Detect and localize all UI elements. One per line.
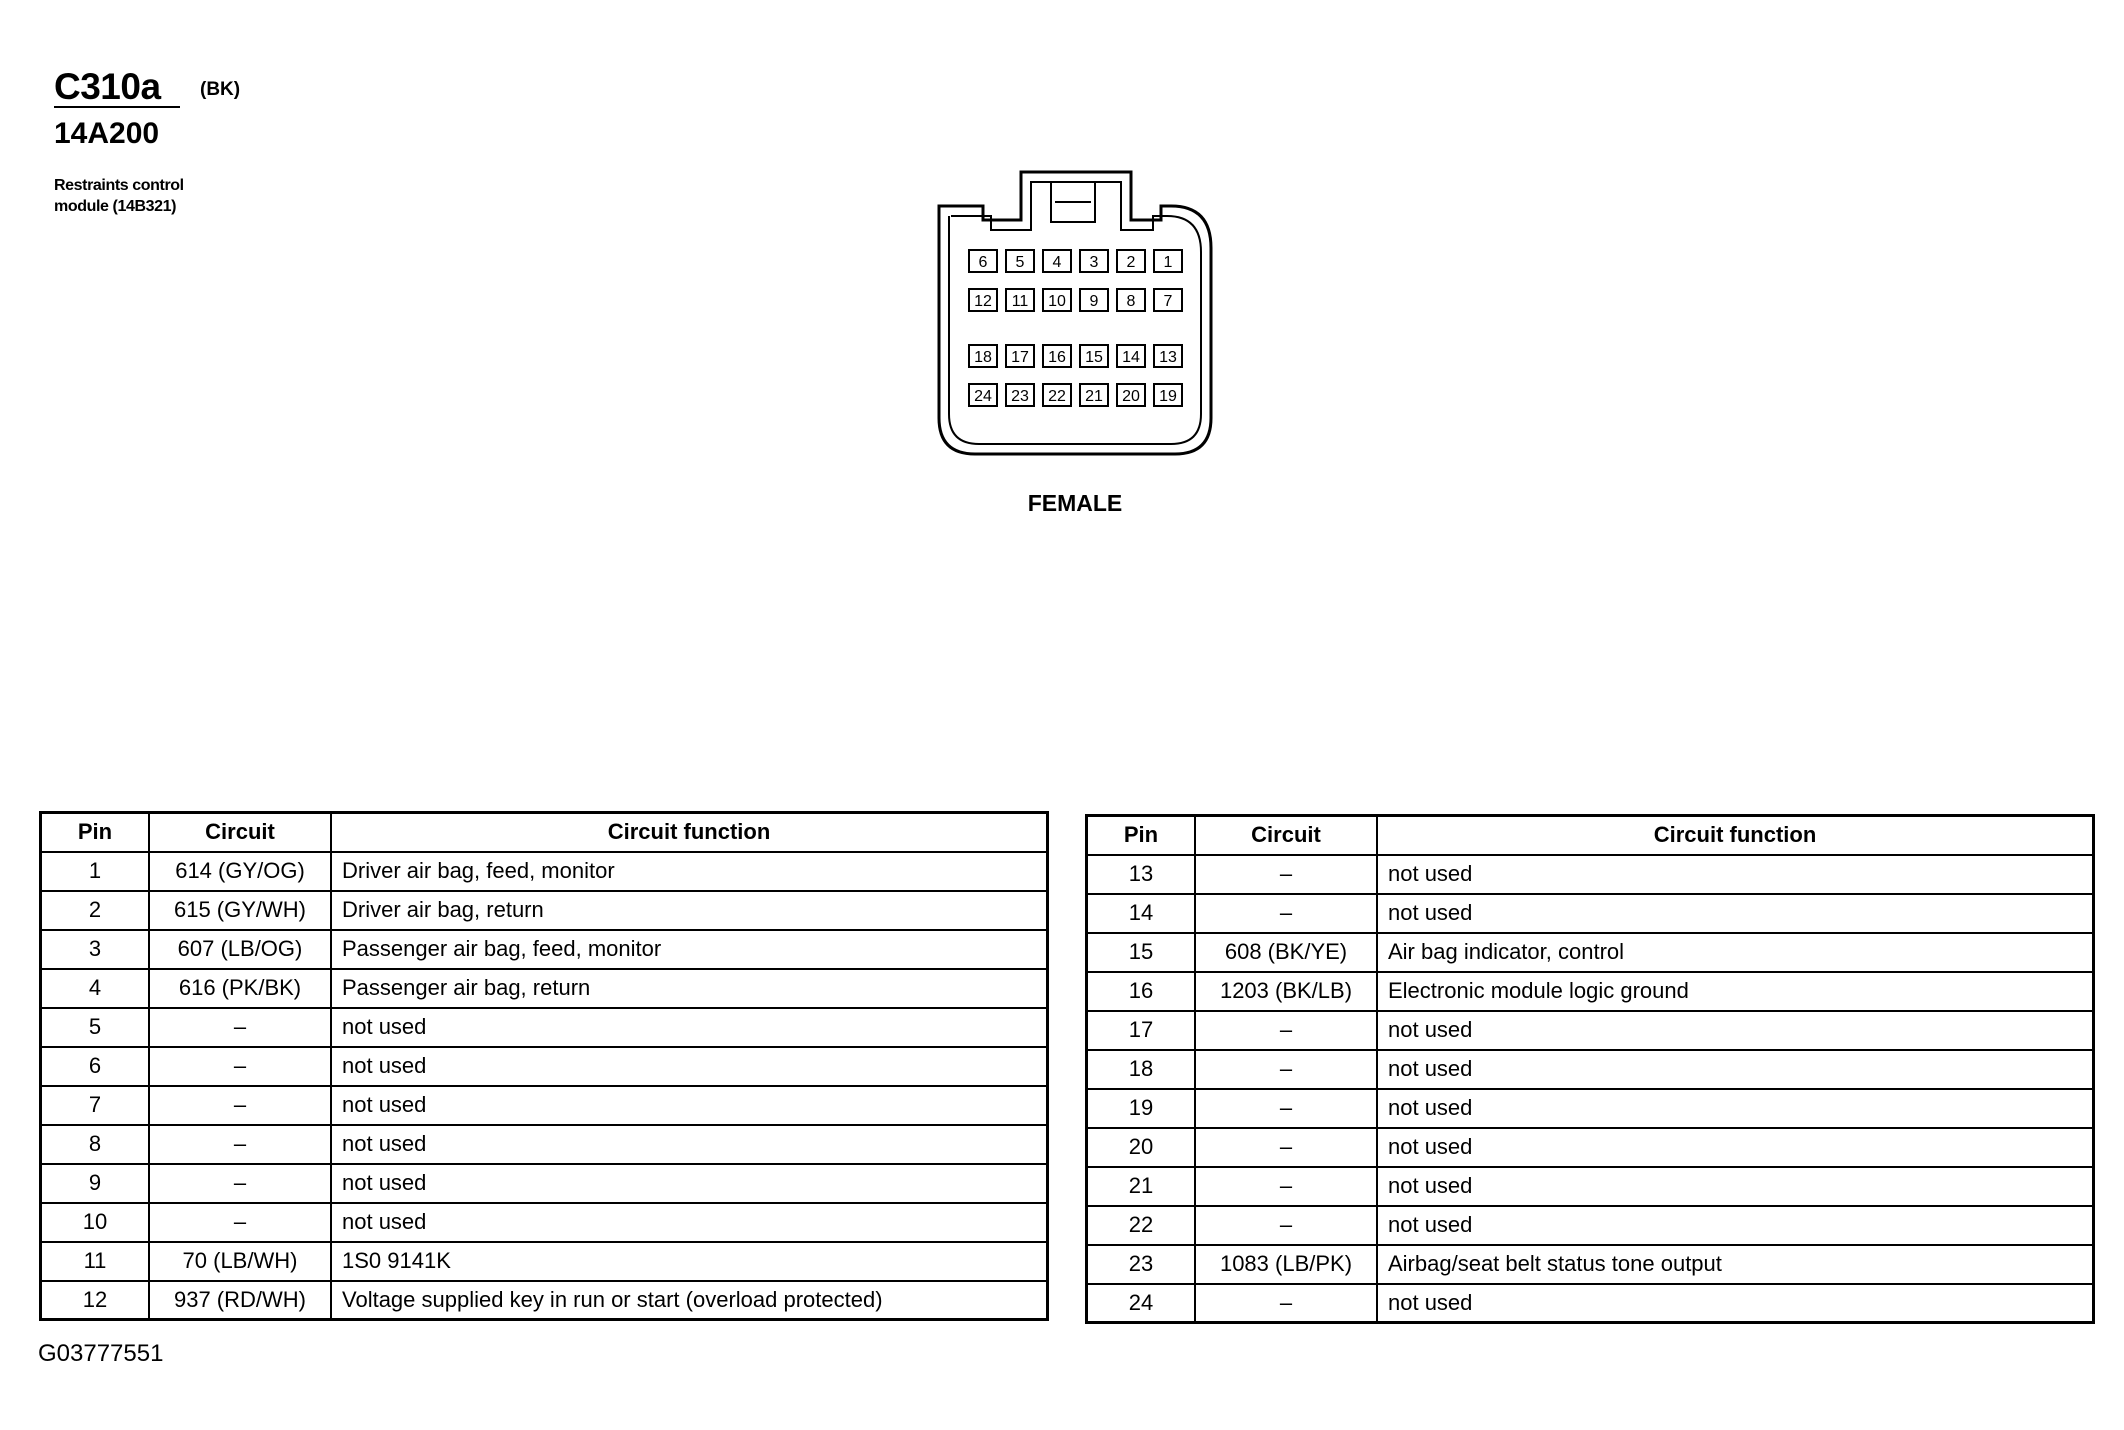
header-circuit-function: Circuit function <box>331 813 1048 852</box>
circuit-function-cell: not used <box>1377 1011 2094 1050</box>
pin-table-left <box>39 811 1049 1321</box>
cavity-label: 2 <box>1126 254 1136 271</box>
table-row <box>1087 1206 2094 1245</box>
pin-number-cell: 2 <box>41 891 150 930</box>
circuit-cell: – <box>1195 1050 1377 1089</box>
circuit-function-cell: not used <box>1377 1284 2094 1323</box>
cavity-label: 1 <box>1163 254 1173 271</box>
table-row <box>1087 1011 2094 1050</box>
circuit-cell: 1203 (BK/LB) <box>1195 972 1377 1011</box>
circuit-cell: – <box>149 1164 331 1203</box>
pin-number-cell: 21 <box>1087 1167 1196 1206</box>
circuit-cell: 614 (GY/OG) <box>149 852 331 891</box>
circuit-cell: – <box>149 1047 331 1086</box>
cavity-label: 14 <box>1122 349 1140 366</box>
circuit-function-cell: Passenger air bag, return <box>331 969 1048 1008</box>
cavity-grid <box>969 250 1182 406</box>
cavity-label: 4 <box>1052 254 1062 271</box>
table-row <box>1087 1050 2094 1089</box>
figure-id: G03777551 <box>38 1340 164 1367</box>
cavity-label: 16 <box>1048 349 1066 366</box>
table-row <box>1087 933 2094 972</box>
circuit-function-cell: Driver air bag, return <box>331 891 1048 930</box>
cavity-label: 24 <box>974 388 992 405</box>
pin-number-cell: 10 <box>41 1203 150 1242</box>
pin-number-cell: 16 <box>1087 972 1196 1011</box>
circuit-function-cell: not used <box>1377 1167 2094 1206</box>
circuit-function-cell: Passenger air bag, feed, monitor <box>331 930 1048 969</box>
pin-table-left-body <box>41 852 1048 1320</box>
cavity-label: 19 <box>1159 388 1177 405</box>
pin-number-cell: 4 <box>41 969 150 1008</box>
circuit-cell: – <box>1195 1206 1377 1245</box>
pin-number-cell: 23 <box>1087 1245 1196 1284</box>
circuit-cell: – <box>149 1086 331 1125</box>
table-row <box>1087 855 2094 894</box>
circuit-cell: – <box>1195 1284 1377 1323</box>
circuit-function-cell: Electronic module logic ground <box>1377 972 2094 1011</box>
circuit-cell: – <box>1195 1167 1377 1206</box>
pin-number-cell: 3 <box>41 930 150 969</box>
circuit-cell: 615 (GY/WH) <box>149 891 331 930</box>
circuit-cell: 608 (BK/YE) <box>1195 933 1377 972</box>
pin-number-cell: 15 <box>1087 933 1196 972</box>
table-row <box>1087 972 2094 1011</box>
cavity-label: 9 <box>1089 293 1099 310</box>
table-row <box>1087 1167 2094 1206</box>
table-row <box>41 1242 1048 1281</box>
circuit-cell: – <box>1195 894 1377 933</box>
pin-table-right <box>1085 814 2095 1324</box>
header-circuit-function: Circuit function <box>1377 816 2094 855</box>
pin-number-cell: 7 <box>41 1086 150 1125</box>
header-pin: Pin <box>1087 816 1196 855</box>
cavity-label: 7 <box>1163 293 1173 310</box>
cavity-label: 5 <box>1015 254 1025 271</box>
table-row <box>1087 1128 2094 1167</box>
pin-number-cell: 9 <box>41 1164 150 1203</box>
circuit-cell: – <box>149 1203 331 1242</box>
pin-number-cell: 12 <box>41 1281 150 1320</box>
header-circuit: Circuit <box>149 813 331 852</box>
circuit-function-cell: Voltage supplied key in run or start (overload protected) <box>331 1281 1048 1320</box>
header-pin: Pin <box>41 813 150 852</box>
circuit-function-cell: not used <box>1377 1206 2094 1245</box>
pin-number-cell: 17 <box>1087 1011 1196 1050</box>
circuit-function-cell: 1S0 9141K <box>331 1242 1048 1281</box>
circuit-function-cell: Airbag/seat belt status tone output <box>1377 1245 2094 1284</box>
circuit-cell: 937 (RD/WH) <box>149 1281 331 1320</box>
table-row <box>41 1164 1048 1203</box>
connector-id: C310a <box>54 66 161 107</box>
circuit-function-cell: not used <box>331 1008 1048 1047</box>
circuit-function-cell: not used <box>1377 1050 2094 1089</box>
pin-number-cell: 13 <box>1087 855 1196 894</box>
cavity-label: 22 <box>1048 388 1066 405</box>
circuit-function-cell: not used <box>331 1125 1048 1164</box>
circuit-cell: – <box>1195 1089 1377 1128</box>
part-number: 14A200 <box>54 117 160 150</box>
circuit-cell: 616 (PK/BK) <box>149 969 331 1008</box>
cavity-label: 6 <box>978 254 988 271</box>
circuit-cell: 1083 (LB/PK) <box>1195 1245 1377 1284</box>
cavity-label: 21 <box>1085 388 1103 405</box>
table-row <box>41 1281 1048 1320</box>
circuit-cell: – <box>1195 1011 1377 1050</box>
cavity-label: 18 <box>974 349 992 366</box>
circuit-cell: – <box>149 1008 331 1047</box>
module-name: Restraints control module (14B321) <box>54 177 184 215</box>
table-row <box>1087 894 2094 933</box>
pin-number-cell: 5 <box>41 1008 150 1047</box>
circuit-function-cell: not used <box>331 1047 1048 1086</box>
table-row <box>1087 1284 2094 1323</box>
table-row <box>41 969 1048 1008</box>
circuit-function-cell: not used <box>331 1203 1048 1242</box>
table-row <box>41 930 1048 969</box>
cavity-label: 12 <box>974 293 992 310</box>
pin-number-cell: 14 <box>1087 894 1196 933</box>
cavity-label: 8 <box>1126 293 1136 310</box>
cavity-label: 13 <box>1159 349 1177 366</box>
circuit-function-cell: not used <box>331 1164 1048 1203</box>
table-row <box>1087 1089 2094 1128</box>
cavity-label: 17 <box>1011 349 1029 366</box>
table-row <box>41 891 1048 930</box>
circuit-function-cell: not used <box>1377 1089 2094 1128</box>
cavity-label: 15 <box>1085 349 1103 366</box>
table-row <box>41 1125 1048 1164</box>
circuit-cell: – <box>1195 1128 1377 1167</box>
pin-number-cell: 19 <box>1087 1089 1196 1128</box>
pin-number-cell: 24 <box>1087 1284 1196 1323</box>
cavity-label: 20 <box>1122 388 1140 405</box>
connector-color: (BK) <box>200 79 241 100</box>
circuit-function-cell: not used <box>1377 894 2094 933</box>
circuit-function-cell: Air bag indicator, control <box>1377 933 2094 972</box>
table-header-row <box>41 813 1048 852</box>
pin-number-cell: 18 <box>1087 1050 1196 1089</box>
table-row <box>41 1047 1048 1086</box>
connector-face-diagram <box>935 168 1215 458</box>
table-header-row <box>1087 816 2094 855</box>
pin-number-cell: 1 <box>41 852 150 891</box>
pin-number-cell: 11 <box>41 1242 150 1281</box>
circuit-function-cell: not used <box>1377 1128 2094 1167</box>
pin-number-cell: 20 <box>1087 1128 1196 1167</box>
pin-number-cell: 6 <box>41 1047 150 1086</box>
cavity-label: 23 <box>1011 388 1029 405</box>
circuit-function-cell: not used <box>331 1086 1048 1125</box>
circuit-cell: 70 (LB/WH) <box>149 1242 331 1281</box>
table-row <box>41 1008 1048 1047</box>
table-row <box>41 1203 1048 1242</box>
cavity-label: 11 <box>1011 293 1029 310</box>
table-row <box>41 852 1048 891</box>
cavity-label: 10 <box>1048 293 1066 310</box>
circuit-function-cell: not used <box>1377 855 2094 894</box>
circuit-cell: 607 (LB/OG) <box>149 930 331 969</box>
circuit-cell: – <box>149 1125 331 1164</box>
connector-gender: FEMALE <box>1027 490 1123 516</box>
pin-table-right-body <box>1087 855 2094 1323</box>
connector-id-underline <box>54 106 180 108</box>
circuit-function-cell: Driver air bag, feed, monitor <box>331 852 1048 891</box>
circuit-cell: – <box>1195 855 1377 894</box>
header-circuit: Circuit <box>1195 816 1377 855</box>
cavity-label: 3 <box>1089 254 1099 271</box>
pin-number-cell: 22 <box>1087 1206 1196 1245</box>
pin-number-cell: 8 <box>41 1125 150 1164</box>
table-row <box>41 1086 1048 1125</box>
table-row <box>1087 1245 2094 1284</box>
